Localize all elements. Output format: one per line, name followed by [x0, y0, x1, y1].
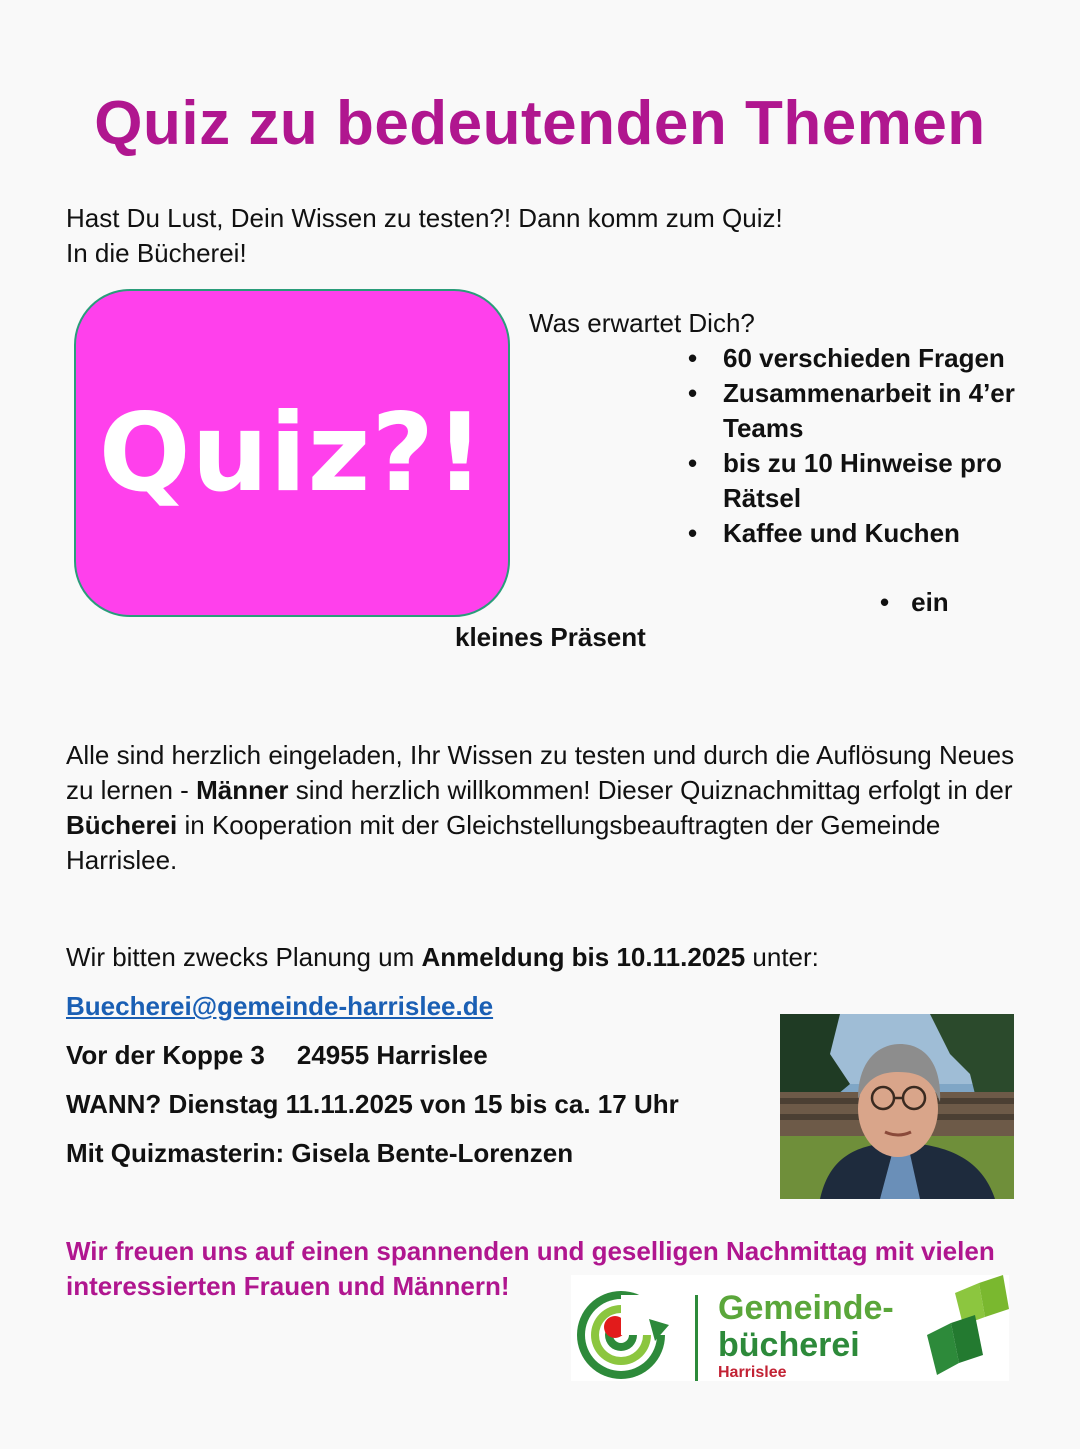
library-logo-name-1: Gemeinde- — [718, 1289, 894, 1327]
expect-heading: Was erwartet Dich? — [529, 308, 755, 338]
quiz-graphic — [74, 289, 510, 617]
para-bold-2: Bücherei — [66, 810, 178, 840]
closing-text: Wir freuen uns auf einen spannenden und geselligen Nachmittag mit vielen interessierten Frauen und Männern! — [66, 1236, 995, 1301]
quizmaster-line: Mit Quizmasterin: Gisela Bente-Lorenzen — [66, 1138, 574, 1168]
library-logo-place: Harrislee — [718, 1364, 787, 1381]
signup-prefix: Wir bitten zwecks Planung um — [66, 942, 422, 972]
address-street: Vor der Koppe 3 — [66, 1040, 265, 1070]
list-item-last-part2: kleines Präsent — [455, 622, 646, 652]
intro-line-2: In die Bücherei! — [66, 238, 247, 268]
para-text-1: Alle sind herzlich eingeladen, Ihr Wissen zu testen und durch die Auflösung Neues zu lernen - — [66, 740, 1015, 805]
event-date-line: WANN? Dienstag 11.11.2025 von 15 bis ca. 17 Uhr — [66, 1089, 679, 1119]
list-item: • Zusammenarbeit in 4’er Teams — [688, 376, 1018, 446]
email-link[interactable]: Buecherei@gemeinde-harrislee.de — [66, 991, 494, 1021]
address-city: 24955 Harrislee — [296, 1040, 488, 1070]
quiz-graphic-label: Quiz?! — [98, 390, 486, 516]
signup-line — [66, 940, 1026, 975]
list-item: • bis zu 10 Hinweise pro Rätsel — [688, 446, 1018, 516]
address-line — [66, 1038, 488, 1073]
library-logo-name-2: bücherei — [718, 1326, 860, 1364]
bullet-dot-icon: • — [880, 587, 890, 617]
list-item: • 60 verschieden Fragen — [688, 341, 1018, 376]
list-item: • Kaffee und Kuchen — [688, 516, 1018, 551]
page-title: Quiz zu bedeutenden Themen — [94, 89, 986, 158]
signup-suffix: unter: — [745, 942, 819, 972]
para-text-3: in Kooperation mit der Gleichstellungsbeauftragten der Gemeinde Harrislee. — [66, 810, 941, 875]
signup-deadline: Anmeldung bis 10.11.2025 — [421, 942, 746, 972]
expect-list — [688, 341, 1018, 551]
list-item-last — [880, 585, 949, 620]
para-text-2: sind herzlich willkommen! Dieser Quiznachmittag erfolgt in der — [288, 775, 1013, 805]
intro-text — [66, 201, 1026, 271]
para-bold-1: Männer — [196, 775, 289, 805]
intro-line-1: Hast Du Lust, Dein Wissen zu testen?! Dann komm zum Quiz! — [66, 203, 783, 233]
invitation-paragraph — [66, 738, 1026, 878]
list-item-last-part1: ein — [911, 587, 949, 617]
library-logo — [571, 1275, 1009, 1381]
quizmaster-photo — [780, 1014, 1014, 1199]
portrait-image — [780, 1014, 1014, 1199]
